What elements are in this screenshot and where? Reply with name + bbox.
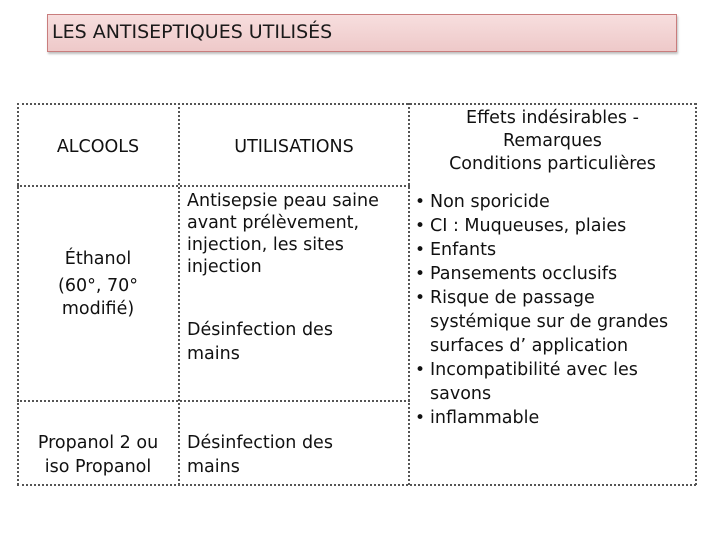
bullet-icon: •	[415, 216, 426, 236]
row2-utilisation	[187, 431, 407, 479]
effect-item	[413, 286, 703, 358]
effect-line: systémique sur de grandes	[430, 312, 669, 332]
header-effets-line: Conditions particulières	[449, 154, 656, 174]
table-col-divider-1	[178, 103, 180, 485]
table-header-divider	[17, 185, 410, 187]
effect-item	[413, 262, 703, 286]
effect-item	[413, 358, 703, 406]
title-banner	[47, 14, 677, 52]
header-utilisations: UTILISATIONS	[234, 137, 354, 157]
utilisation-line: mains	[187, 344, 240, 364]
utilisation-line: Désinfection des	[187, 320, 333, 340]
page-title: LES ANTISEPTIQUES UTILISÉS	[52, 21, 333, 43]
header-alcools: ALCOOLS	[56, 137, 140, 157]
table-top-border	[17, 103, 696, 105]
effect-item	[413, 214, 703, 238]
utilisation-line: injection, les sites	[187, 235, 344, 255]
utilisation-line: Désinfection des	[187, 433, 333, 453]
effect-line: Risque de passage	[430, 288, 595, 308]
row2-alcool	[18, 431, 178, 479]
utilisation-line: Antisepsie peau saine	[187, 191, 379, 211]
row1-utilisation-1	[187, 190, 407, 278]
utilisation-line: injection	[187, 257, 262, 277]
header-effets	[410, 107, 695, 176]
bullet-icon: •	[415, 360, 426, 380]
effect-line: Non sporicide	[430, 192, 550, 212]
header-effets-line: Effets indésirables -	[466, 108, 639, 128]
utilisation-line: mains	[187, 457, 240, 477]
row1-utilisation-2	[187, 318, 407, 366]
effect-line: Enfants	[430, 240, 497, 260]
row1-alcool	[18, 248, 178, 321]
bullet-icon: •	[415, 264, 426, 284]
effect-line: CI : Muqueuses, plaies	[430, 216, 627, 236]
effect-line: surfaces d’ application	[430, 336, 629, 356]
alcool-name: iso Propanol	[44, 457, 152, 477]
effect-line: savons	[430, 384, 492, 404]
table-row-divider	[17, 400, 410, 402]
bullet-icon: •	[415, 240, 426, 260]
effect-line: Pansements occlusifs	[430, 264, 618, 284]
table-bottom-border	[17, 484, 696, 486]
bullet-icon: •	[415, 288, 426, 308]
effect-line: Incompatibilité avec les	[430, 360, 638, 380]
effect-item	[413, 238, 703, 262]
effect-item	[413, 406, 703, 430]
utilisation-line: avant prélèvement,	[187, 213, 360, 233]
bullet-icon: •	[415, 192, 426, 212]
alcool-name: Éthanol	[64, 249, 132, 269]
effect-line: inflammable	[430, 408, 540, 428]
alcool-detail: modifié)	[61, 299, 135, 319]
effect-item	[413, 190, 703, 214]
alcool-name: Propanol 2 ou	[37, 433, 159, 453]
effects-list	[413, 190, 703, 430]
alcool-detail: (60°, 70°	[58, 276, 138, 296]
bullet-icon: •	[415, 408, 426, 428]
header-effets-line: Remarques	[503, 131, 602, 151]
